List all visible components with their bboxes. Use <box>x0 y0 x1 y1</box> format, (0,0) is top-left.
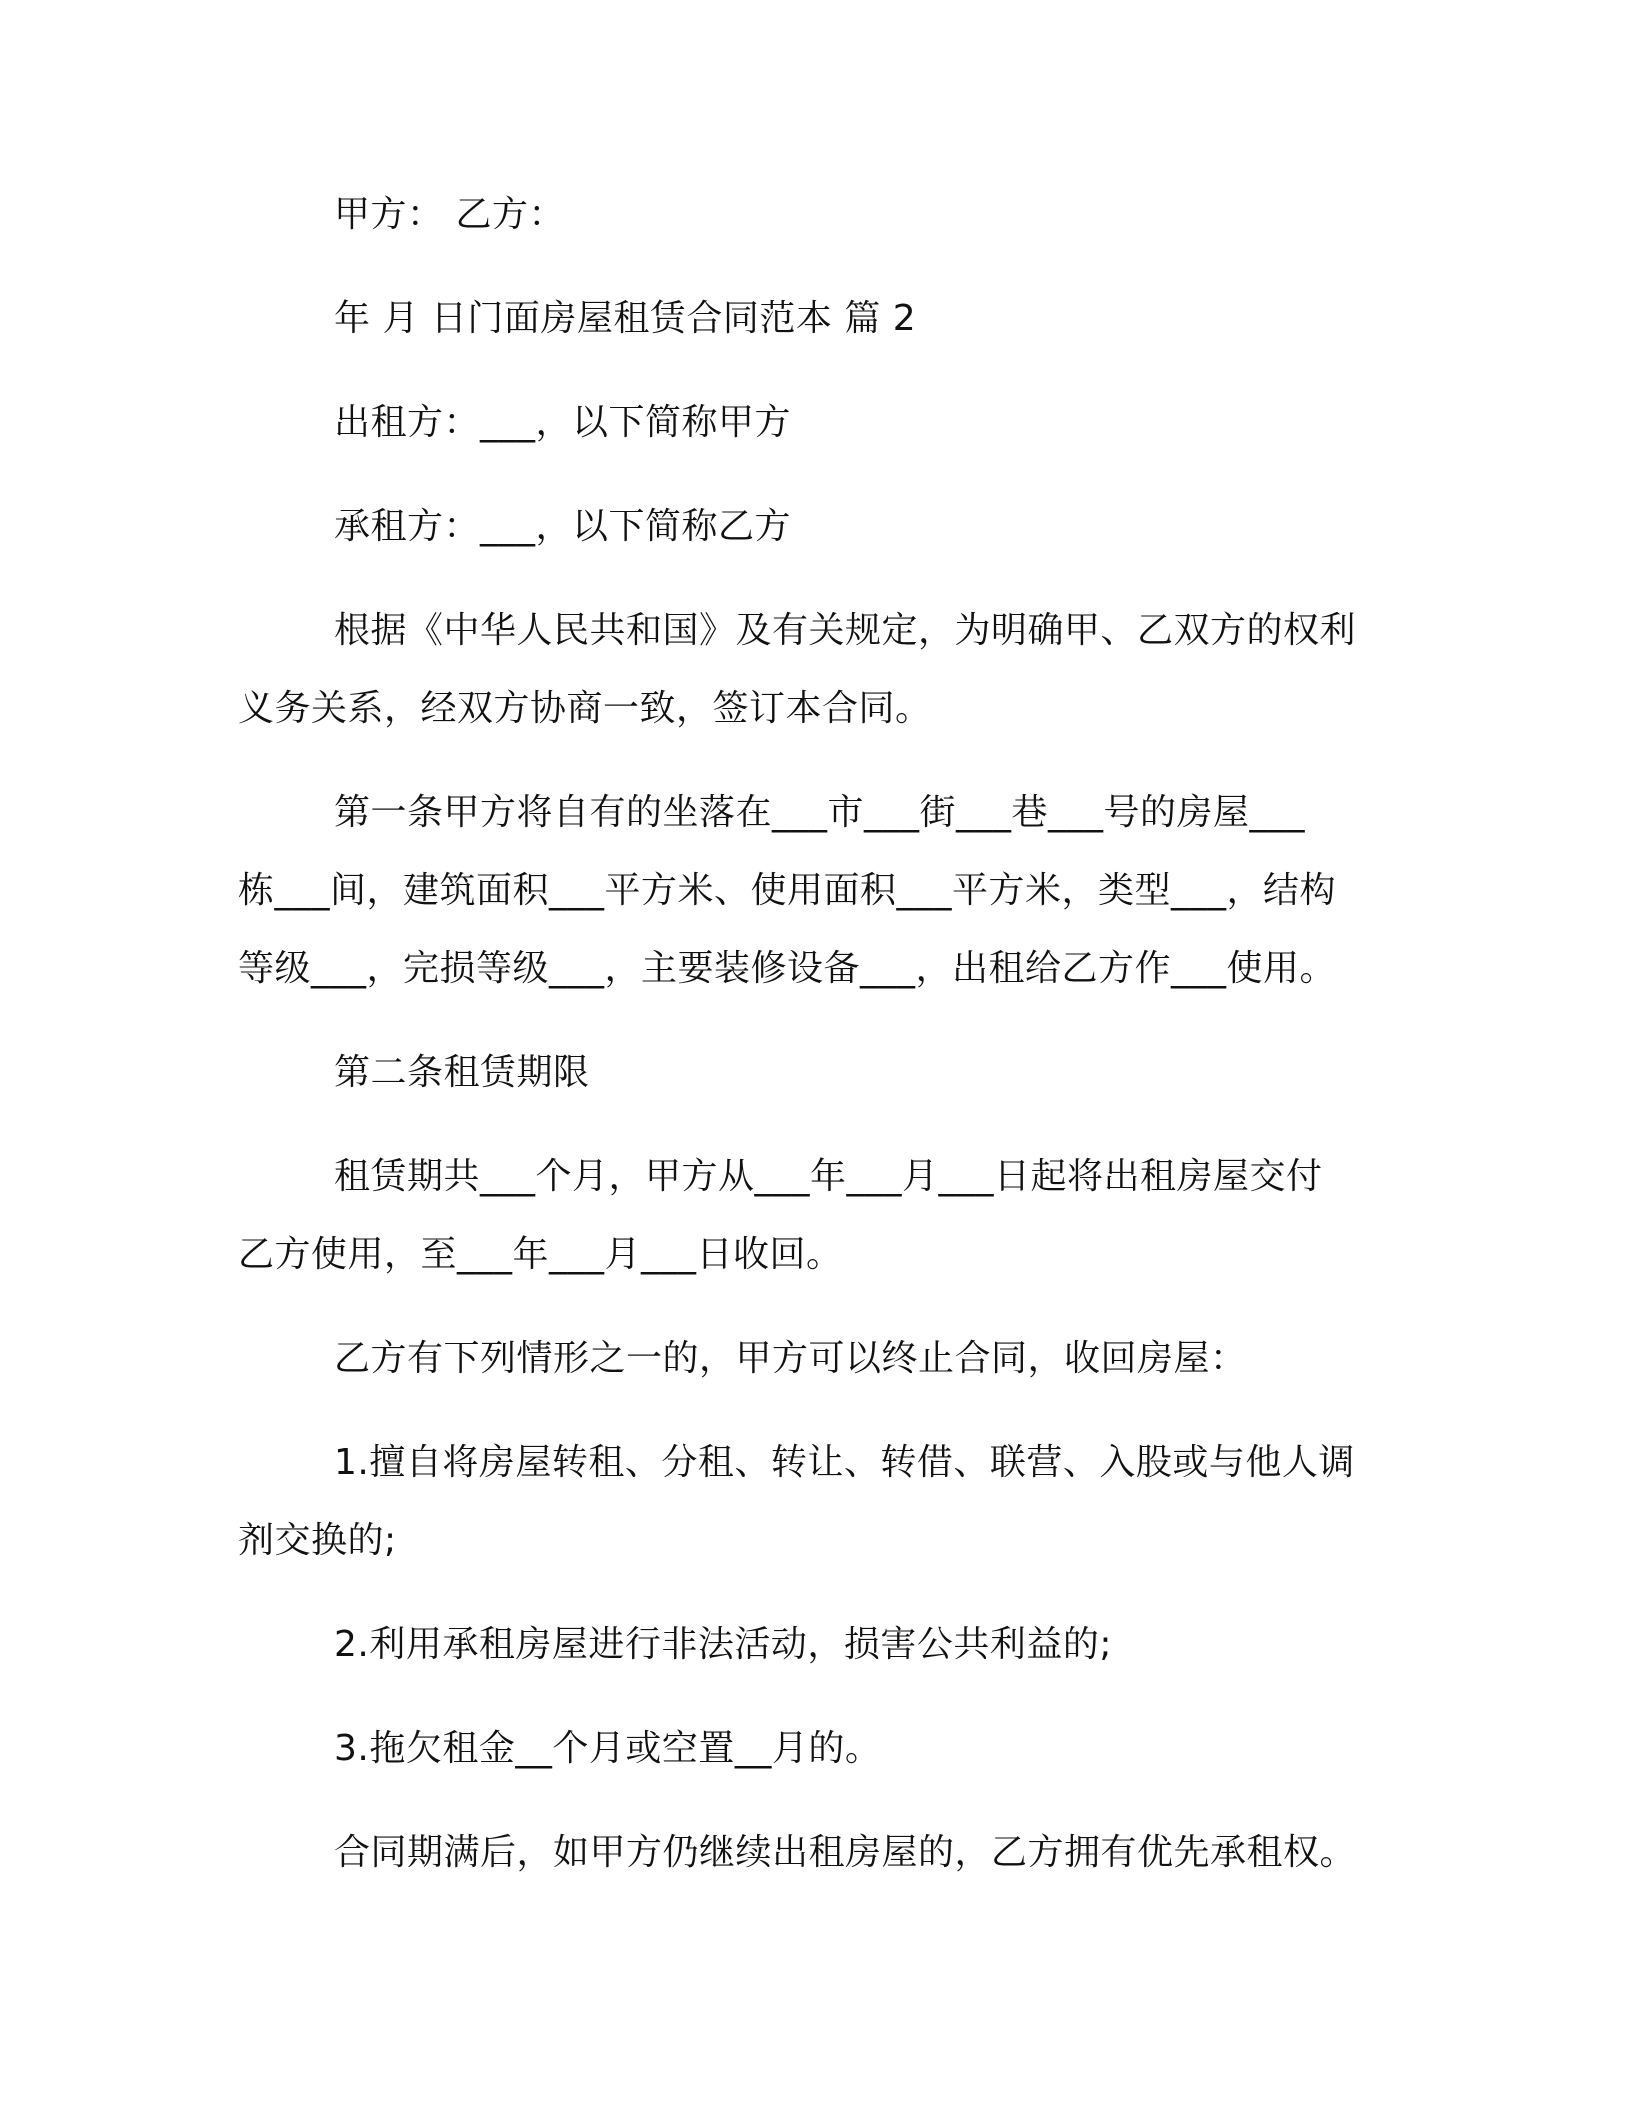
lease-term-line-1: 租赁期共___个月，甲方从___年___月___日起将出租房屋交付 <box>334 1156 1323 1197</box>
article-one-line-1: 第一条甲方将自有的坐落在___市___街___巷___号的房屋___ <box>334 792 1306 833</box>
clause-three: 3.拖欠租金__个月或空置__月的。 <box>334 1728 882 1769</box>
lease-term-line-2: 乙方使用，至___年___月___日收回。 <box>238 1234 843 1275</box>
party-signature-line: 甲方： 乙方： <box>334 194 565 235</box>
termination-intro: 乙方有下列情形之一的，甲方可以终止合同，收回房屋： <box>334 1338 1247 1379</box>
article-one-line-3: 等级___，完损等级___，主要装修设备___，出租给乙方作___使用。 <box>238 948 1337 989</box>
clause-one-line-1: 1.擅自将房屋转租、分租、转让、转借、联营、入股或与他人调 <box>334 1442 1355 1483</box>
lessor-line: 出租方：___，以下简称甲方 <box>334 402 792 443</box>
clause-one-line-2: 剂交换的; <box>238 1520 397 1561</box>
preamble-line-2: 义务关系，经双方协商一致，签订本合同。 <box>238 688 932 729</box>
clause-two: 2.利用承租房屋进行非法活动，损害公共利益的; <box>334 1624 1112 1665</box>
article-one-line-2: 栋___间，建筑面积___平方米、使用面积___平方米，类型___，结构 <box>238 870 1337 911</box>
renewal-priority: 合同期满后，如甲方仍继续出租房屋的，乙方拥有优先承租权。 <box>334 1832 1357 1873</box>
contract-title-line: 年 月 日门面房屋租赁合同范本 篇 2 <box>334 298 917 339</box>
preamble-line-1: 根据《中华人民共和国》及有关规定，为明确甲、乙双方的权利 <box>334 610 1357 651</box>
article-two-heading: 第二条租赁期限 <box>334 1052 590 1093</box>
lessee-line: 承租方：___，以下简称乙方 <box>334 506 792 547</box>
